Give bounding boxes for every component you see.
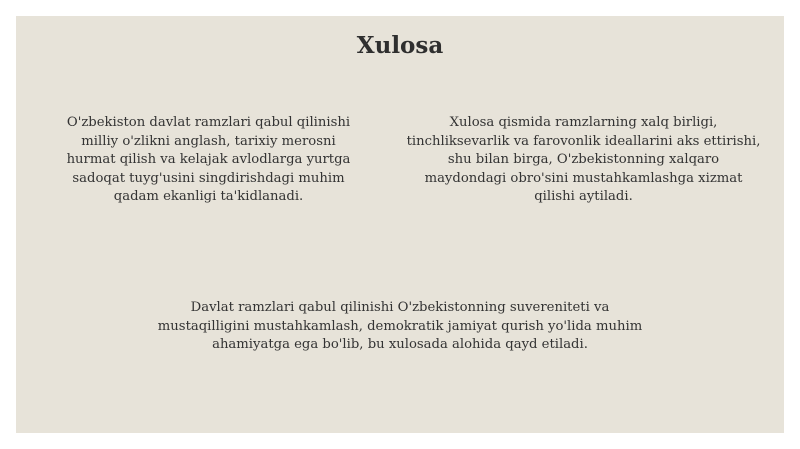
paragraph-right: Xulosa qismida ramzlarning xalq birligi, tinchliksevarlik va farovonlik ideallarini aks ettirishi, shu bilan birga, O'zbekistonning xalqaro maydondagi obro'sini mustahkamlashga xizmat qilishi aytiladi. [406, 115, 761, 204]
paragraph-bottom: Davlat ramzlari qabul qilinishi O'zbekistonning suvereniteti va mustaqilligini mustahkamlash, demokratik jamiyat qurish yo'lida muhim ahamiyatga ega bo'lib, bu xulosada alohida qayd etiladi. [157, 300, 643, 352]
slide [16, 16, 784, 433]
slide-title: Xulosa [356, 32, 444, 59]
paragraph-left: O'zbekiston davlat ramzlari qabul qilinishi milliy o'zlikni anglash, tarixiy merosni hurmat qilish va kelajak avlodlarga yurtga sadoqat tuyg'usini singdirishdagi muhim qadam ekanligi ta'kidlanadi. [66, 115, 351, 204]
